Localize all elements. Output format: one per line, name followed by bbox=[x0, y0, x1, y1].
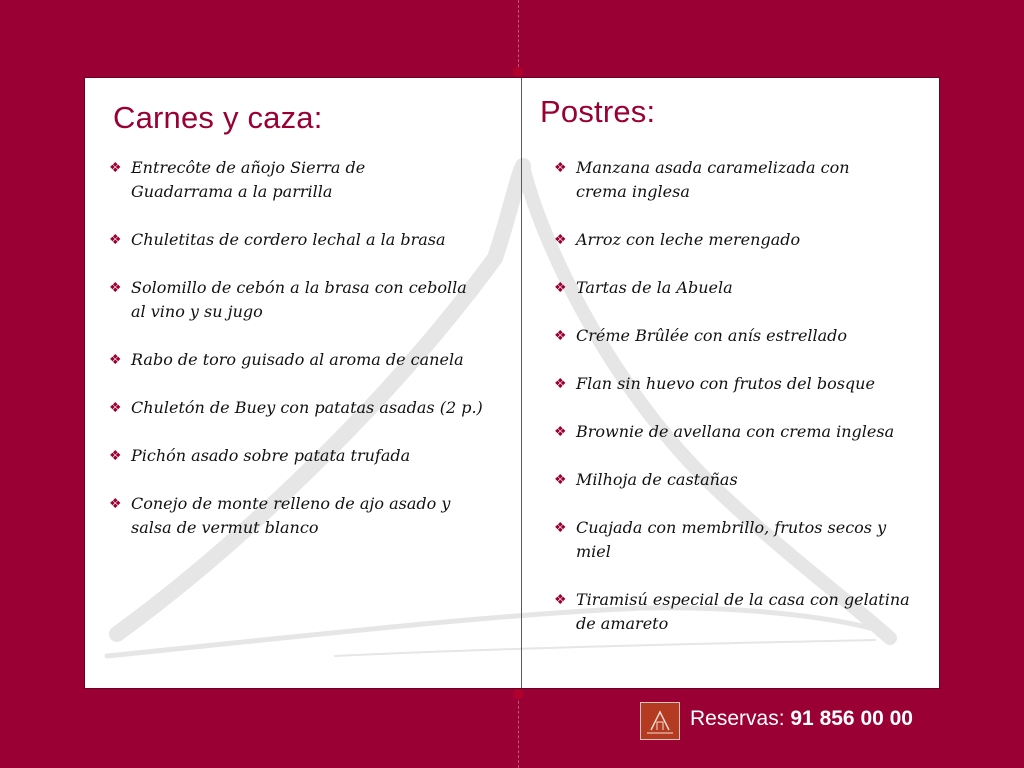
menu-item bbox=[109, 492, 519, 540]
menu-item-text: Chuletitas de cordero lechal a la brasa bbox=[131, 230, 446, 249]
menu-item-text: Manzana asada caramelizada con crema inglesa bbox=[576, 158, 850, 201]
menu-item bbox=[109, 348, 519, 372]
bullet-icon: ❖ bbox=[109, 448, 122, 464]
bullet-icon: ❖ bbox=[554, 592, 567, 608]
menu-item-text: Cuajada con membrillo, frutos secos y miel bbox=[576, 518, 887, 561]
menu-item bbox=[109, 156, 519, 204]
bullet-icon: ❖ bbox=[554, 328, 567, 344]
bullet-icon: ❖ bbox=[109, 280, 122, 296]
section-title-postres: Postres: bbox=[540, 94, 656, 129]
restaurant-logo-icon bbox=[640, 702, 680, 740]
bullet-icon: ❖ bbox=[554, 520, 567, 536]
bullet-icon: ❖ bbox=[109, 232, 122, 248]
menu-item bbox=[554, 516, 939, 564]
menu-item-text: Chuletón de Buey con patatas asadas (2 p.) bbox=[131, 398, 483, 417]
bullet-icon: ❖ bbox=[554, 376, 567, 392]
menu-item bbox=[554, 324, 939, 348]
menu-item bbox=[109, 276, 519, 324]
bullet-icon: ❖ bbox=[554, 232, 567, 248]
bullet-icon: ❖ bbox=[109, 400, 122, 416]
menu-item bbox=[554, 372, 939, 396]
carnes-list bbox=[109, 156, 519, 540]
menu-item bbox=[109, 396, 519, 420]
menu-item bbox=[554, 156, 939, 204]
menu-item-text: Tartas de la Abuela bbox=[576, 278, 733, 297]
menu-item bbox=[554, 276, 939, 300]
menu-item-text: Créme Brûlée con anís estrellado bbox=[576, 326, 848, 345]
fold-marker-bottom bbox=[513, 689, 523, 699]
menu-item bbox=[554, 420, 939, 444]
menu-page bbox=[84, 77, 940, 689]
menu-item bbox=[109, 444, 519, 468]
menu-item-text: Milhoja de castañas bbox=[576, 470, 738, 489]
fold-line-top bbox=[518, 0, 519, 72]
menu-item-text: Rabo de toro guisado al aroma de canela bbox=[131, 350, 464, 369]
reservations-line bbox=[690, 707, 913, 731]
reservations-label: Reservas: bbox=[690, 707, 785, 730]
menu-item-text: Entrecôte de añojo Sierra de Guadarrama a la parrilla bbox=[131, 158, 366, 201]
menu-item-text: Tiramisú especial de la casa con gelatina de amareto bbox=[576, 590, 910, 633]
fold-line-bottom bbox=[518, 696, 519, 768]
menu-item-text: Conejo de monte relleno de ajo asado y salsa de vermut blanco bbox=[131, 494, 451, 537]
menu-item-text: Pichón asado sobre patata trufada bbox=[131, 446, 411, 465]
bullet-icon: ❖ bbox=[554, 160, 567, 176]
section-title-carnes: Carnes y caza: bbox=[113, 100, 323, 135]
menu-item-text: Arroz con leche merengado bbox=[576, 230, 801, 249]
bullet-icon: ❖ bbox=[554, 280, 567, 296]
postres-list bbox=[554, 156, 939, 636]
menu-item-text: Flan sin huevo con frutos del bosque bbox=[576, 374, 875, 393]
bullet-icon: ❖ bbox=[109, 352, 122, 368]
reservations-phone: 91 856 00 00 bbox=[790, 707, 913, 730]
menu-item bbox=[109, 228, 519, 252]
menu-item bbox=[554, 588, 939, 636]
menu-item-text: Brownie de avellana con crema inglesa bbox=[576, 422, 895, 441]
column-divider bbox=[521, 78, 522, 688]
bullet-icon: ❖ bbox=[554, 472, 567, 488]
menu-item-text: Solomillo de cebón a la brasa con cebolla al vino y su jugo bbox=[131, 278, 467, 321]
bullet-icon: ❖ bbox=[109, 160, 122, 176]
bullet-icon: ❖ bbox=[554, 424, 567, 440]
fold-marker-top bbox=[513, 67, 523, 77]
bullet-icon: ❖ bbox=[109, 496, 122, 512]
menu-item bbox=[554, 468, 939, 492]
menu-item bbox=[554, 228, 939, 252]
